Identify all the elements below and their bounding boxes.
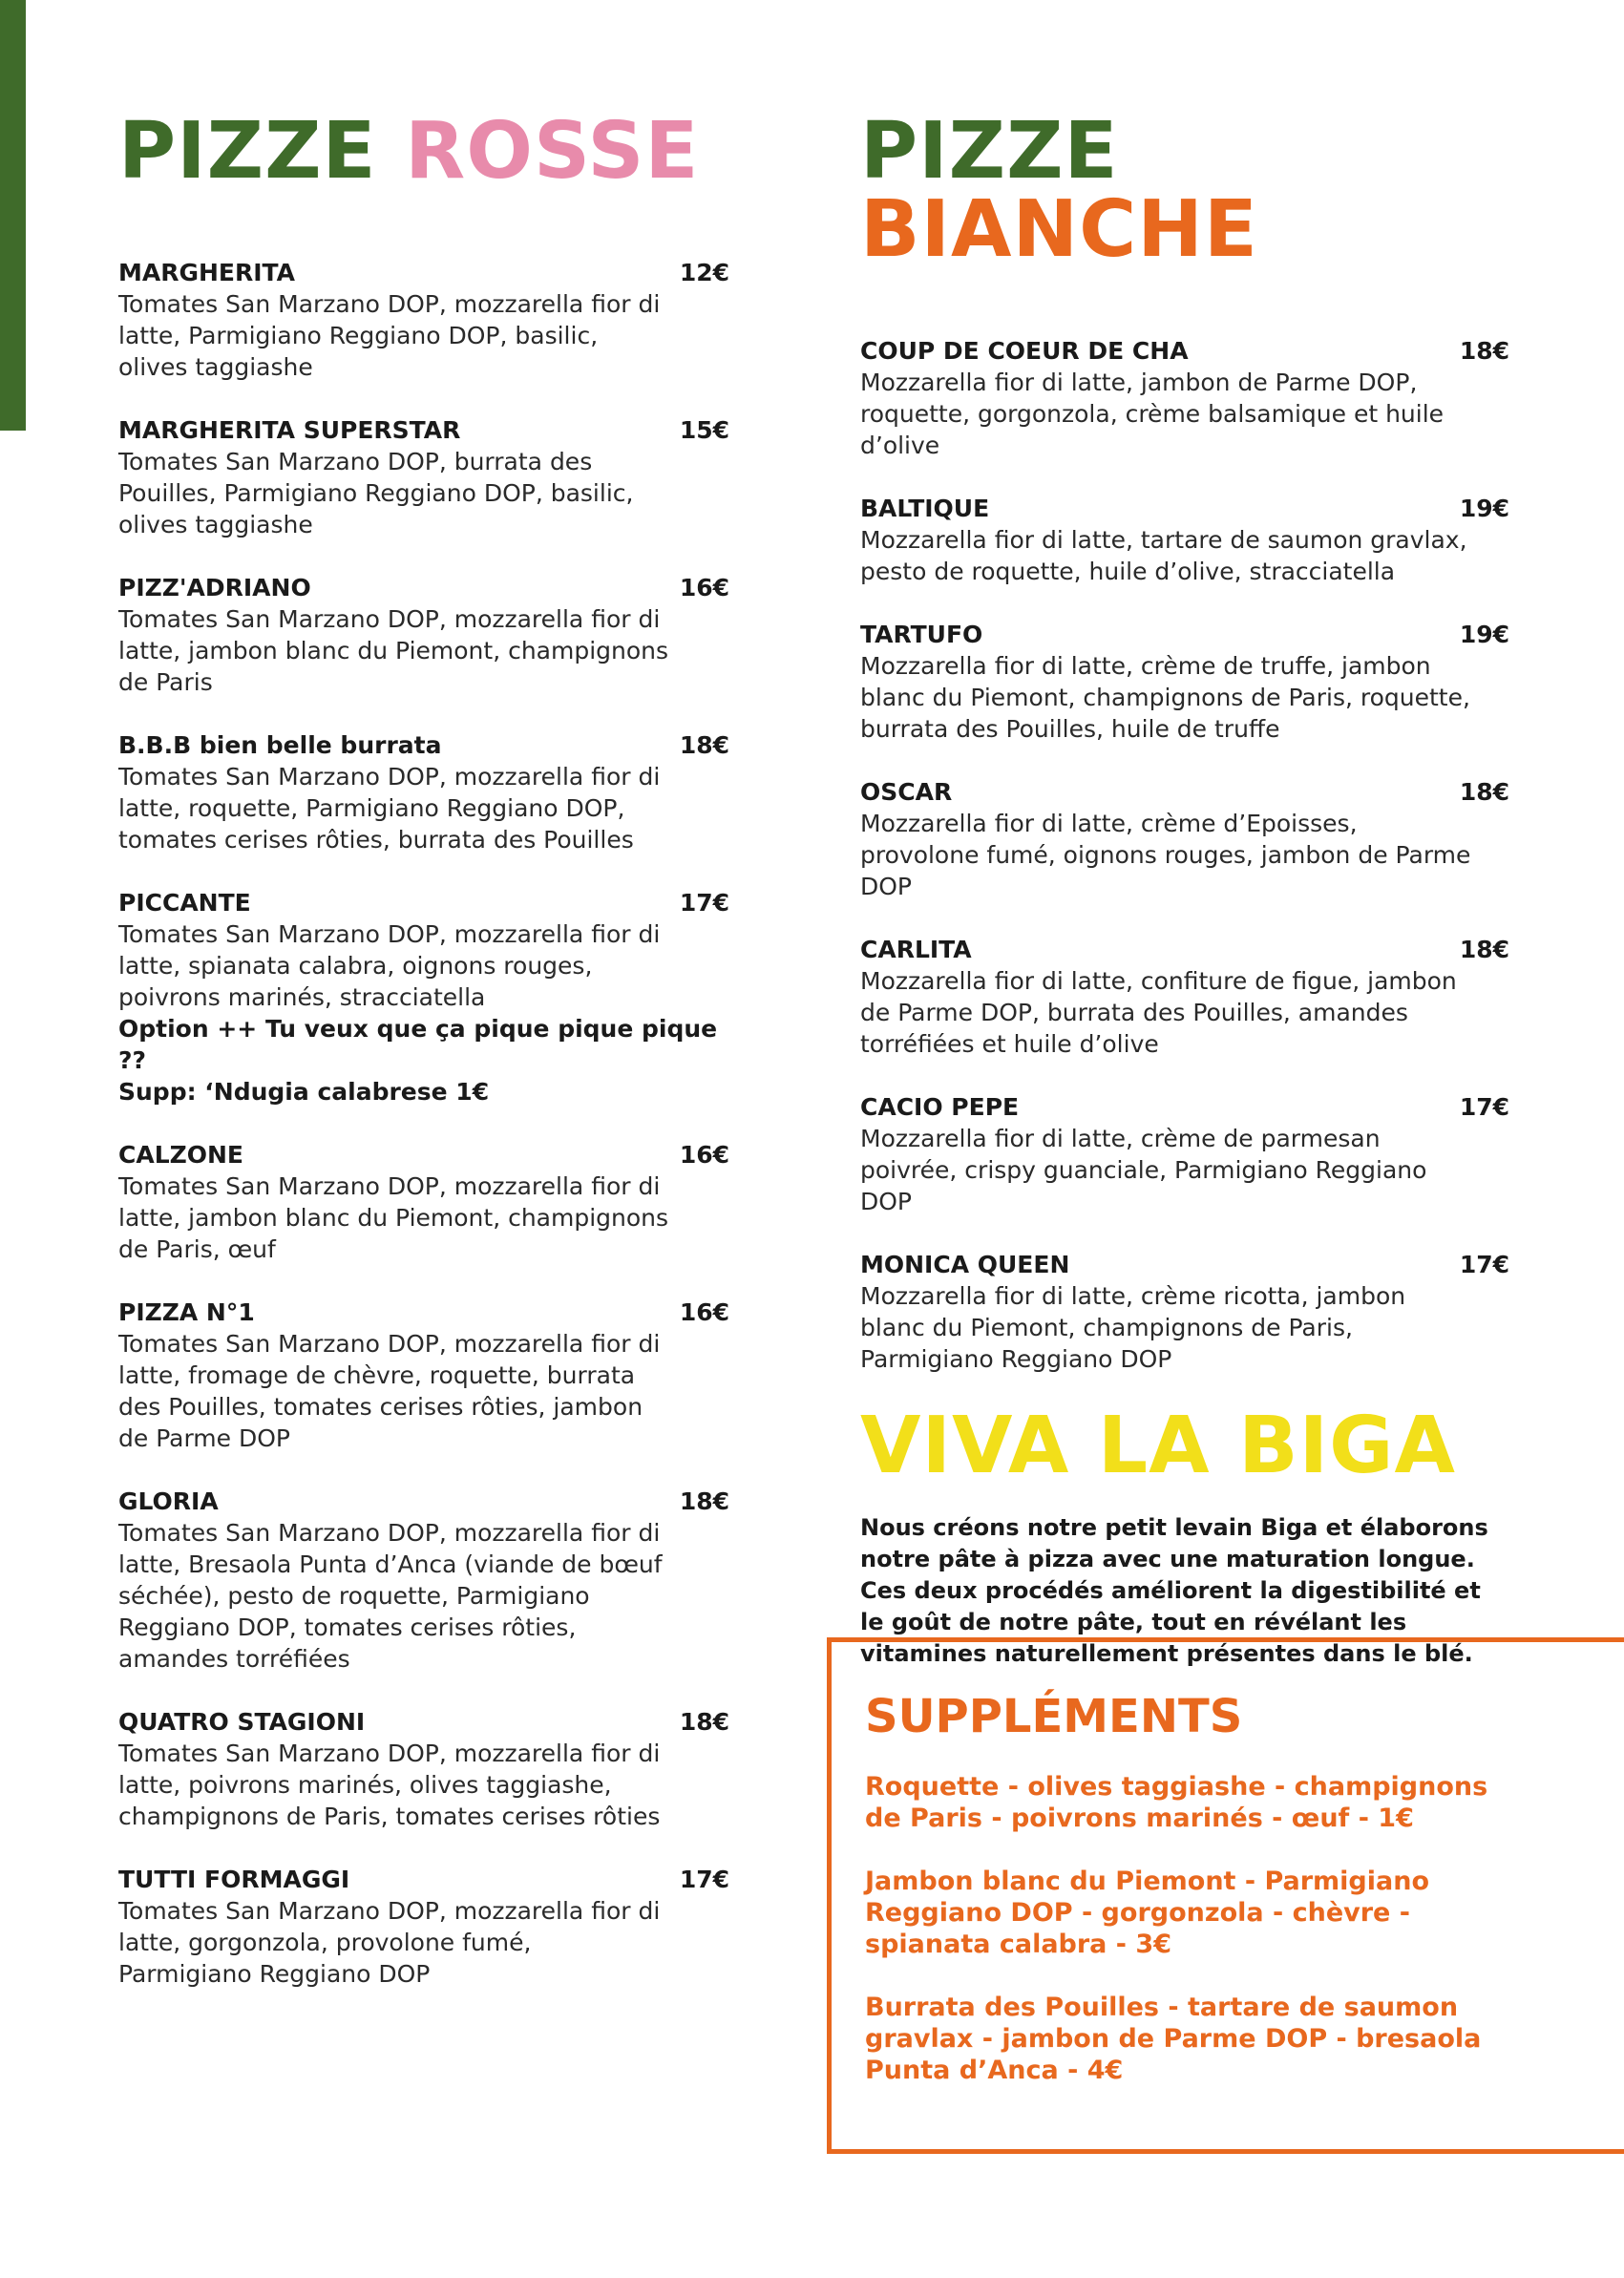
menu-item: [118, 1487, 729, 1675]
item-name: PIZZ'ADRIANO: [118, 574, 311, 601]
bianche-column: [860, 106, 1509, 1670]
menu-item: [118, 730, 729, 855]
item-description: Tomates San Marzano DOP, mozzarella fior di latte, jambon blanc du Piemont, champignons de Paris: [118, 605, 669, 696]
item-price: 18€: [679, 1708, 729, 1736]
menu-item: [860, 1092, 1509, 1217]
supplement-group-3: Jambon blanc du Piemont - Parmigiano Reggiano DOP - gorgonzola - chèvre - spianata calabra - 3€: [865, 1867, 1430, 1959]
menu-item: [118, 1297, 729, 1454]
item-name: OSCAR: [860, 778, 953, 806]
item-price: 17€: [1459, 1251, 1509, 1278]
item-description: Mozzarella fior di latte, confiture de figue, jambon de Parme DOP, burrata des Pouilles, amandes torréfiées et huile d’olive: [860, 967, 1457, 1058]
biga-paragraph-1: Nous créons notre petit levain Biga et élaborons notre pâte à pizza avec une maturation longue.: [860, 1514, 1488, 1572]
item-description: Tomates San Marzano DOP, mozzarella fior di latte, spianata calabra, oignons rouges, poivrons marinés, stracciatella: [118, 920, 661, 1011]
item-price: 19€: [1459, 621, 1509, 648]
item-price: 16€: [679, 1141, 729, 1169]
item-description: Tomates San Marzano DOP, mozzarella fior di latte, gorgonzola, provolone fumé, Parmigiano Reggiano DOP: [118, 1897, 661, 1988]
item-description: Tomates San Marzano DOP, mozzarella fior di latte, roquette, Parmigiano Reggiano DOP, tomates cerises rôties, burrata des Pouilles: [118, 763, 661, 854]
menu-item: [860, 336, 1509, 461]
item-price: 12€: [679, 259, 729, 286]
item-name: MONICA QUEEN: [860, 1251, 1070, 1278]
supplements-box: [827, 1637, 1624, 2154]
menu-item: [118, 888, 729, 1107]
side-accent-bar: [0, 0, 26, 431]
menu-item: [860, 494, 1509, 587]
item-description: Tomates San Marzano DOP, mozzarella fior di latte, jambon blanc du Piemont, champignons de Paris, œuf: [118, 1172, 669, 1263]
biga-paragraph-2: Ces deux procédés améliorent la digestibilité et le goût de notre pâte, tout en révélant les vitamines naturellement présentes dans le blé.: [860, 1577, 1481, 1667]
item-name: CARLITA: [860, 936, 972, 963]
menu-item: [118, 573, 729, 698]
item-description: Mozzarella fior di latte, crème de truffe, jambon blanc du Piemont, champignons de Paris, roquette, burrata des Pouilles, huile de truffe: [860, 652, 1470, 743]
item-name: PIZZA N°1: [118, 1298, 255, 1326]
item-name: GLORIA: [118, 1487, 219, 1515]
bianche-title: [860, 106, 1509, 275]
item-description: Tomates San Marzano DOP, burrata des Pouilles, Parmigiano Reggiano DOP, basilic, olives taggiashe: [118, 448, 634, 538]
menu-item: [860, 777, 1509, 902]
menu-item: [118, 1140, 729, 1265]
item-description: Tomates San Marzano DOP, mozzarella fior di latte, Bresaola Punta d’Anca (viande de bœuf séchée), pesto de roquette, Parmigiano Reggiano DOP, tomates cerises rôties, amandes torréfiées: [118, 1519, 663, 1673]
item-name: TUTTI FORMAGGI: [118, 1866, 350, 1893]
item-price: 18€: [1459, 936, 1509, 963]
rosse-title-word-2: ROSSE: [405, 106, 700, 197]
item-description: Tomates San Marzano DOP, mozzarella fior di latte, poivrons marinés, olives taggiashe, champignons de Paris, tomates cerises rôties: [118, 1740, 661, 1830]
item-option: Option ++ Tu veux que ça pique pique pique ??: [118, 1015, 718, 1074]
supplement-group-1: Roquette - olives taggiashe - champignons de Paris - poivrons marinés - œuf - 1€: [865, 1772, 1488, 1833]
item-name: MARGHERITA: [118, 259, 296, 286]
item-price: 15€: [679, 416, 729, 444]
item-name: PICCANTE: [118, 889, 251, 917]
rosse-title: [118, 106, 729, 197]
menu-item: [118, 1707, 729, 1832]
item-description: Mozzarella fior di latte, jambon de Parme DOP, roquette, gorgonzola, crème balsamique et huile d’olive: [860, 369, 1445, 459]
item-price: 18€: [1459, 337, 1509, 365]
item-price: 18€: [679, 1487, 729, 1515]
supplement-group-4: Burrata des Pouilles - tartare de saumon gravlax - jambon de Parme DOP - bresaola Punta d’Anca - 4€: [865, 1993, 1482, 2085]
item-description: Mozzarella fior di latte, crème de parmesan poivrée, crispy guanciale, Parmigiano Reggiano DOP: [860, 1125, 1427, 1215]
item-description: Mozzarella fior di latte, crème ricotta, jambon blanc du Piemont, champignons de Paris, Parmigiano Reggiano DOP: [860, 1282, 1406, 1373]
menu-item: [860, 620, 1509, 745]
biga-title: VIVA LA BIGA: [860, 1401, 1456, 1491]
item-description: Mozzarella fior di latte, tartare de saumon gravlax, pesto de roquette, huile d’olive, stracciatella: [860, 526, 1467, 585]
item-price: 16€: [679, 1298, 729, 1326]
item-name: BALTIQUE: [860, 495, 990, 522]
item-description: Mozzarella fior di latte, crème d’Epoisses, provolone fumé, oignons rouges, jambon de Parme DOP: [860, 810, 1471, 900]
supplements-title: SUPPLÉMENTS: [865, 1690, 1243, 1743]
menu-item: [860, 935, 1509, 1060]
item-price: 16€: [679, 574, 729, 601]
item-description: Tomates San Marzano DOP, mozzarella fior di latte, fromage de chèvre, roquette, burrata des Pouilles, tomates cerises rôties, jambon de Parme DOP: [118, 1330, 661, 1452]
item-name: COUP DE COEUR DE CHA: [860, 337, 1189, 365]
menu-item: [118, 258, 729, 383]
item-name: QUATRO STAGIONI: [118, 1708, 366, 1736]
item-price: 17€: [1459, 1093, 1509, 1121]
item-name: TARTUFO: [860, 621, 983, 648]
item-price: 17€: [679, 1866, 729, 1893]
item-price: 19€: [1459, 495, 1509, 522]
item-price: 18€: [679, 731, 729, 759]
item-name: CALZONE: [118, 1141, 244, 1169]
item-price: 18€: [1459, 778, 1509, 806]
menu-item: [118, 415, 729, 540]
menu-item: [118, 1865, 729, 1990]
item-name: CACIO PEPE: [860, 1093, 1020, 1121]
bianche-title-word-1: PIZZE: [860, 106, 1119, 197]
supplements-list: [865, 1771, 1514, 2118]
item-name: MARGHERITA SUPERSTAR: [118, 416, 461, 444]
rosse-title-word-1: PIZZE: [118, 106, 377, 197]
item-price: 17€: [679, 889, 729, 917]
rosse-column: [118, 106, 729, 2022]
item-description: Tomates San Marzano DOP, mozzarella fior di latte, Parmigiano Reggiano DOP, basilic, olives taggiashe: [118, 290, 661, 381]
item-name: B.B.B bien belle burrata: [118, 731, 442, 759]
bianche-title-word-2: BIANCHE: [860, 184, 1258, 275]
menu-item: [860, 1250, 1509, 1375]
item-option-supplement: Supp: ‘Ndugia calabrese 1€: [118, 1078, 490, 1106]
